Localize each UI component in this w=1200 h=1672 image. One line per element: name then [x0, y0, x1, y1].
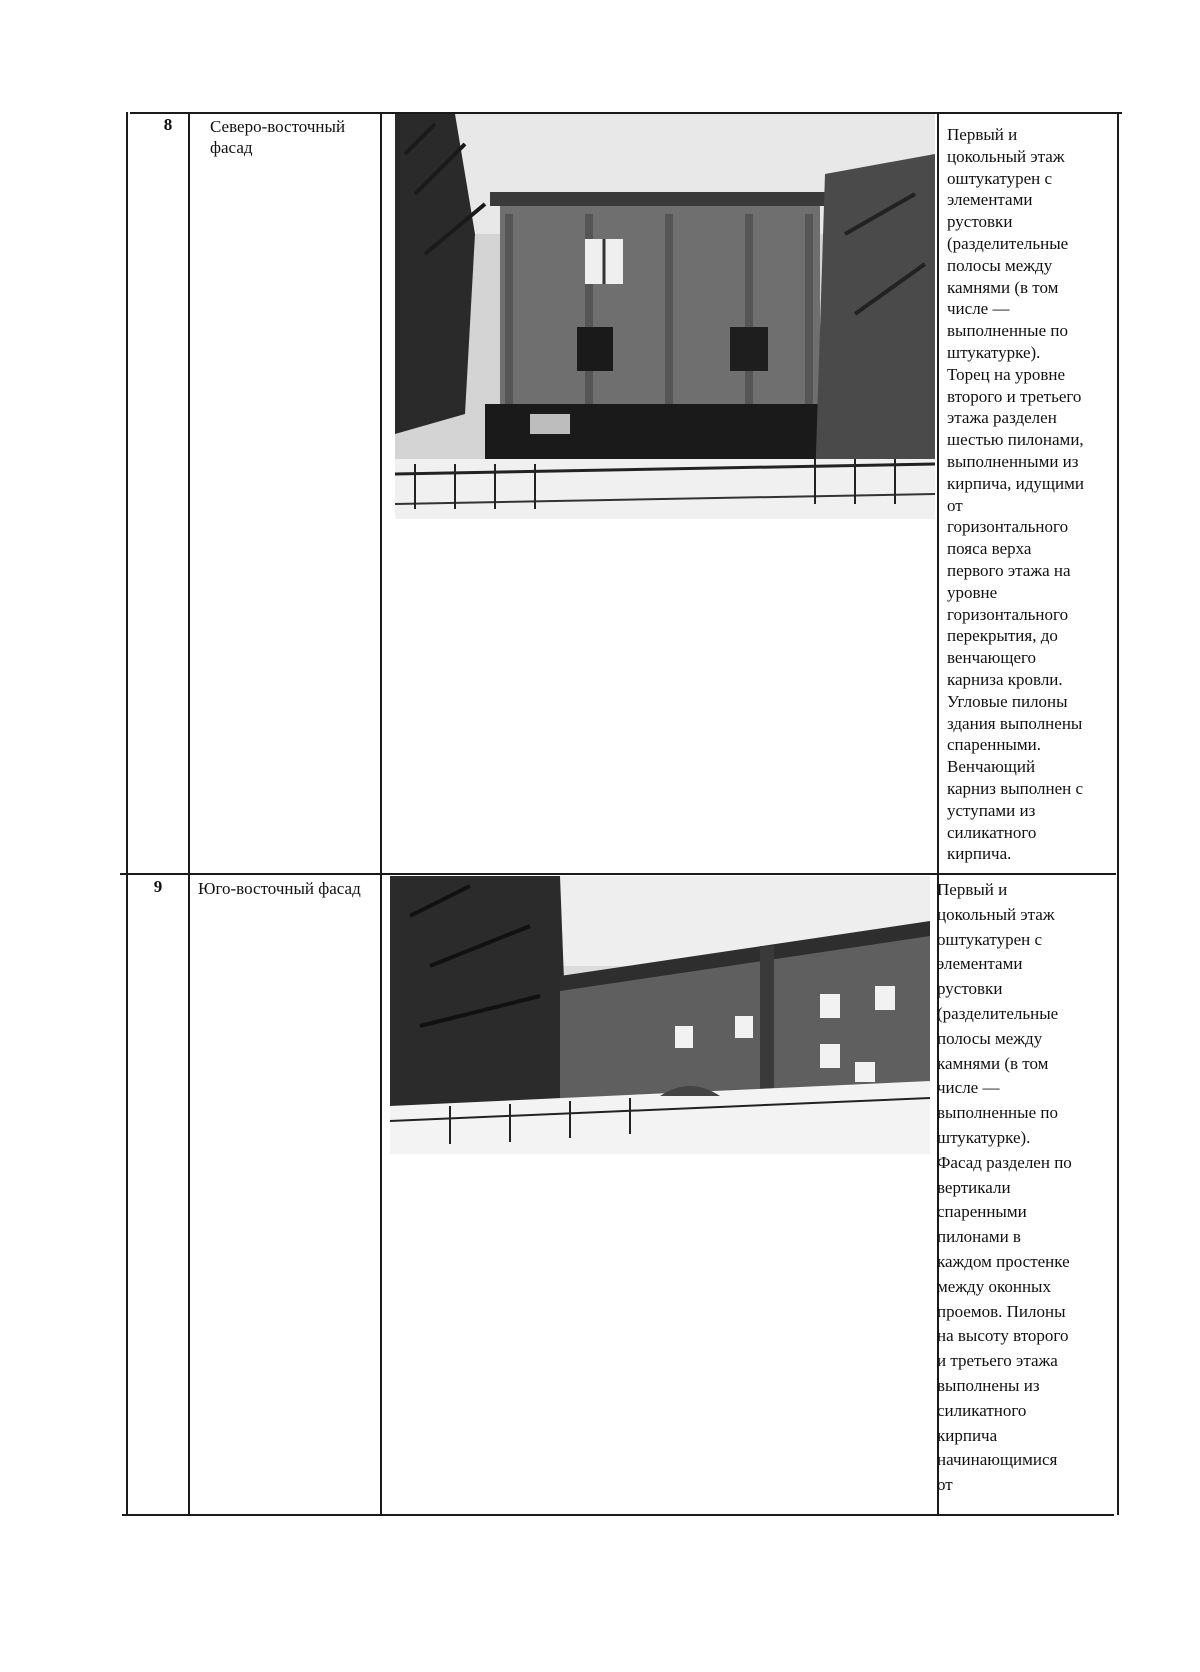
table-row-divider	[120, 873, 1116, 875]
facade-photo-southeast	[390, 876, 930, 1154]
building-photo-icon	[390, 876, 930, 1154]
table-col-divider-2	[380, 112, 382, 1515]
table-col-divider-1	[188, 112, 190, 1515]
facade-description: Первый и цокольный этаж оштукатурен с элементами рустовки (разделительные полосы между камнями (в том числе — выполненные по штукатурке). Торец на уровне второго и третьего этажа разделен шестью пилонами, выполненными из кирпича, идущими от горизонтального пояса верха первого этажа на уровне горизонтального перекрытия, до венчающего карниза кровли. Угловые пилоны здания выполнены спаренными. Венчающий карниз выполнен с уступами из силикатного кирпича.	[947, 125, 1084, 864]
facade-name: Северо-восточный фасад	[210, 117, 346, 157]
table-border-left	[126, 112, 128, 1515]
table-border-right	[1117, 112, 1119, 1515]
building-photo-icon	[395, 114, 935, 519]
row-number: 8	[163, 115, 173, 134]
facade-name: Юго-восточный фасад	[198, 879, 361, 898]
table-border-bottom	[122, 1514, 1114, 1516]
facade-photo-northeast	[395, 114, 935, 519]
facade-description: Первый и цокольный этаж оштукатурен с элементами рустовки (разделительные полосы между камнями (в том числе — выполненные по штукатурке). Фасад разделен по вертикали спаренными пилонами в каждом простенке между оконных проемов. Пилоны на высоту второго и третьего этажа выполнены из силикатного кирпича начинающимися от	[937, 880, 1072, 1495]
row-number: 9	[153, 877, 163, 896]
